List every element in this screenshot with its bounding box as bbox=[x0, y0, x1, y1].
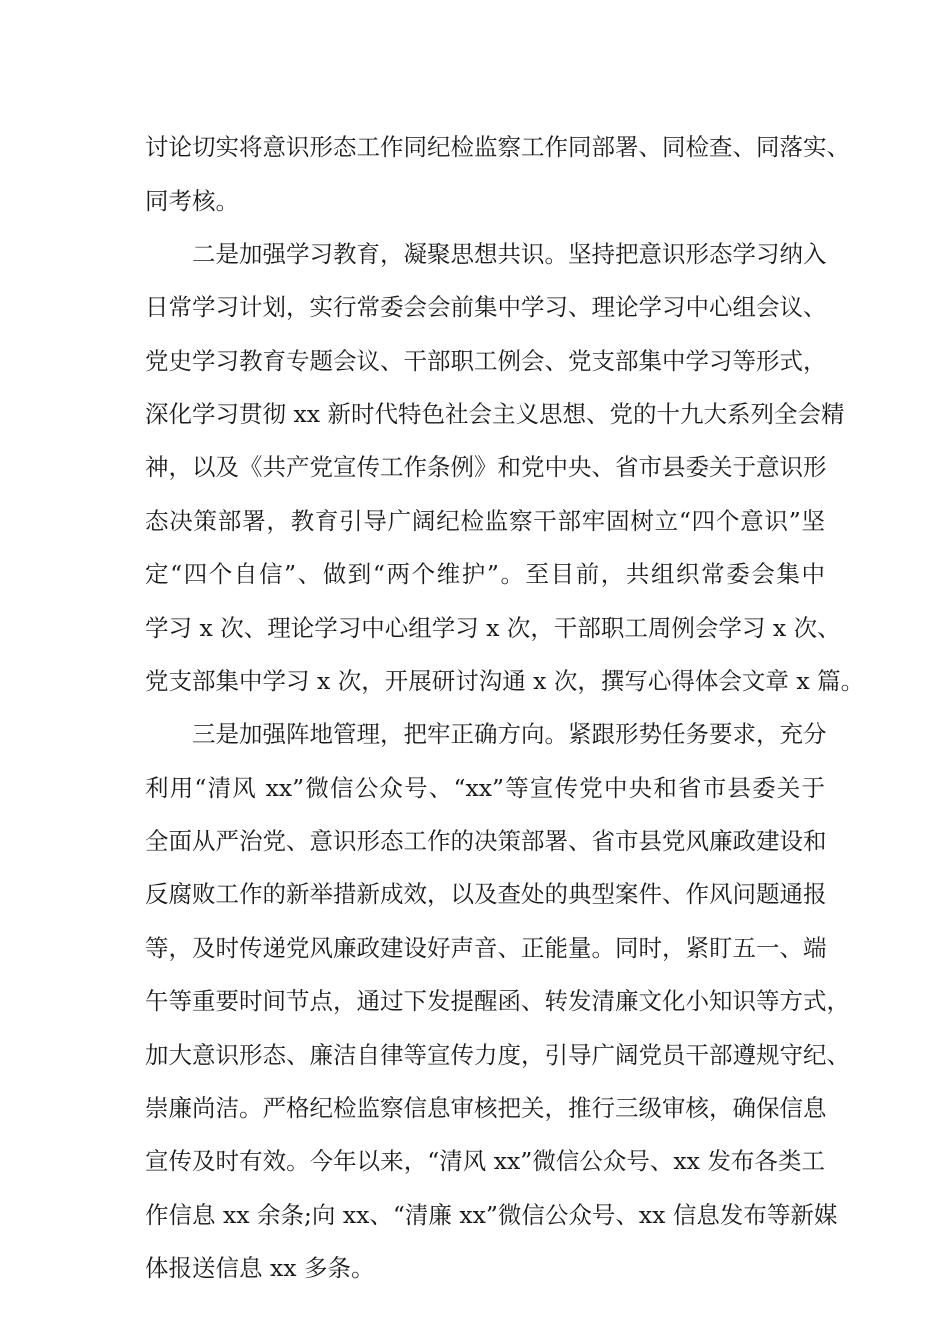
text-line: 定“四个自信”、做到“两个维护”。至目前，共组织常委会集中 bbox=[145, 560, 825, 588]
text-line: 全面从严治党、意识形态工作的决策部署、省市县党风廉政建设和 bbox=[145, 827, 827, 855]
text-line: 党支部集中学习 x 次，开展研讨沟通 x 次，撰写心得体会文章 x 篇。 bbox=[145, 667, 865, 695]
text-line: 同考核。 bbox=[145, 187, 239, 215]
text-line: 利用“清风 xx”微信公众号、“xx”等宣传党中央和省市县委关于 bbox=[145, 774, 825, 802]
text-line: 午等重要时间节点，通过下发提醒函、转发清廉文化小知识等方式， bbox=[145, 987, 850, 1015]
text-line: 学习 x 次、理论学习中心组学习 x 次，干部职工周例会学习 x 次、 bbox=[145, 614, 841, 642]
text-line: 作信息 xx 余条;向 xx、“清廉 xx”微信公众号、xx 信息发布等新媒 bbox=[145, 1201, 838, 1229]
text-line: 态决策部署，教育引导广阔纪检监察干部牢固树立“四个意识”坚 bbox=[145, 507, 825, 535]
text-line: 崇廉尚洁。严格纪检监察信息审核把关，推行三级审核，确保信息 bbox=[145, 1094, 827, 1122]
text-line: 体报送信息 xx 多条。 bbox=[145, 1254, 375, 1282]
text-line: 反腐败工作的新举措新成效，以及查处的典型案件、作风问题通报 bbox=[145, 880, 827, 908]
text-line: 神，以及《共产党宣传工作条例》和党中央、省市县委关于意识形 bbox=[145, 453, 827, 481]
paragraph-start-line: 二是加强学习教育，凝聚思想共识。坚持把意识形态学习纳入 bbox=[192, 240, 827, 268]
text-line: 讨论切实将意识形态工作同纪检监察工作同部署、同检查、同落实、 bbox=[145, 133, 850, 161]
text-line: 深化学习贯彻 xx 新时代特色社会主义思想、党的十九大系列全会精 bbox=[145, 400, 845, 428]
text-line: 等，及时传递党风廉政建设好声音、正能量。同时，紧盯五一、端 bbox=[145, 934, 827, 962]
text-line: 宣传及时有效。今年以来，“清风 xx”微信公众号、xx 发布各类工 bbox=[145, 1147, 825, 1175]
paragraph-start-line: 三是加强阵地管理，把牢正确方向。紧跟形势任务要求，充分 bbox=[192, 720, 827, 748]
text-line: 党史学习教育专题会议、干部职工例会、党支部集中学习等形式， bbox=[145, 347, 827, 375]
text-line: 日常学习计划，实行常委会会前集中学习、理论学习中心组会议、 bbox=[145, 293, 827, 321]
text-line: 加大意识形态、廉洁自律等宣传力度，引导广阔党员干部遵规守纪、 bbox=[145, 1041, 850, 1069]
